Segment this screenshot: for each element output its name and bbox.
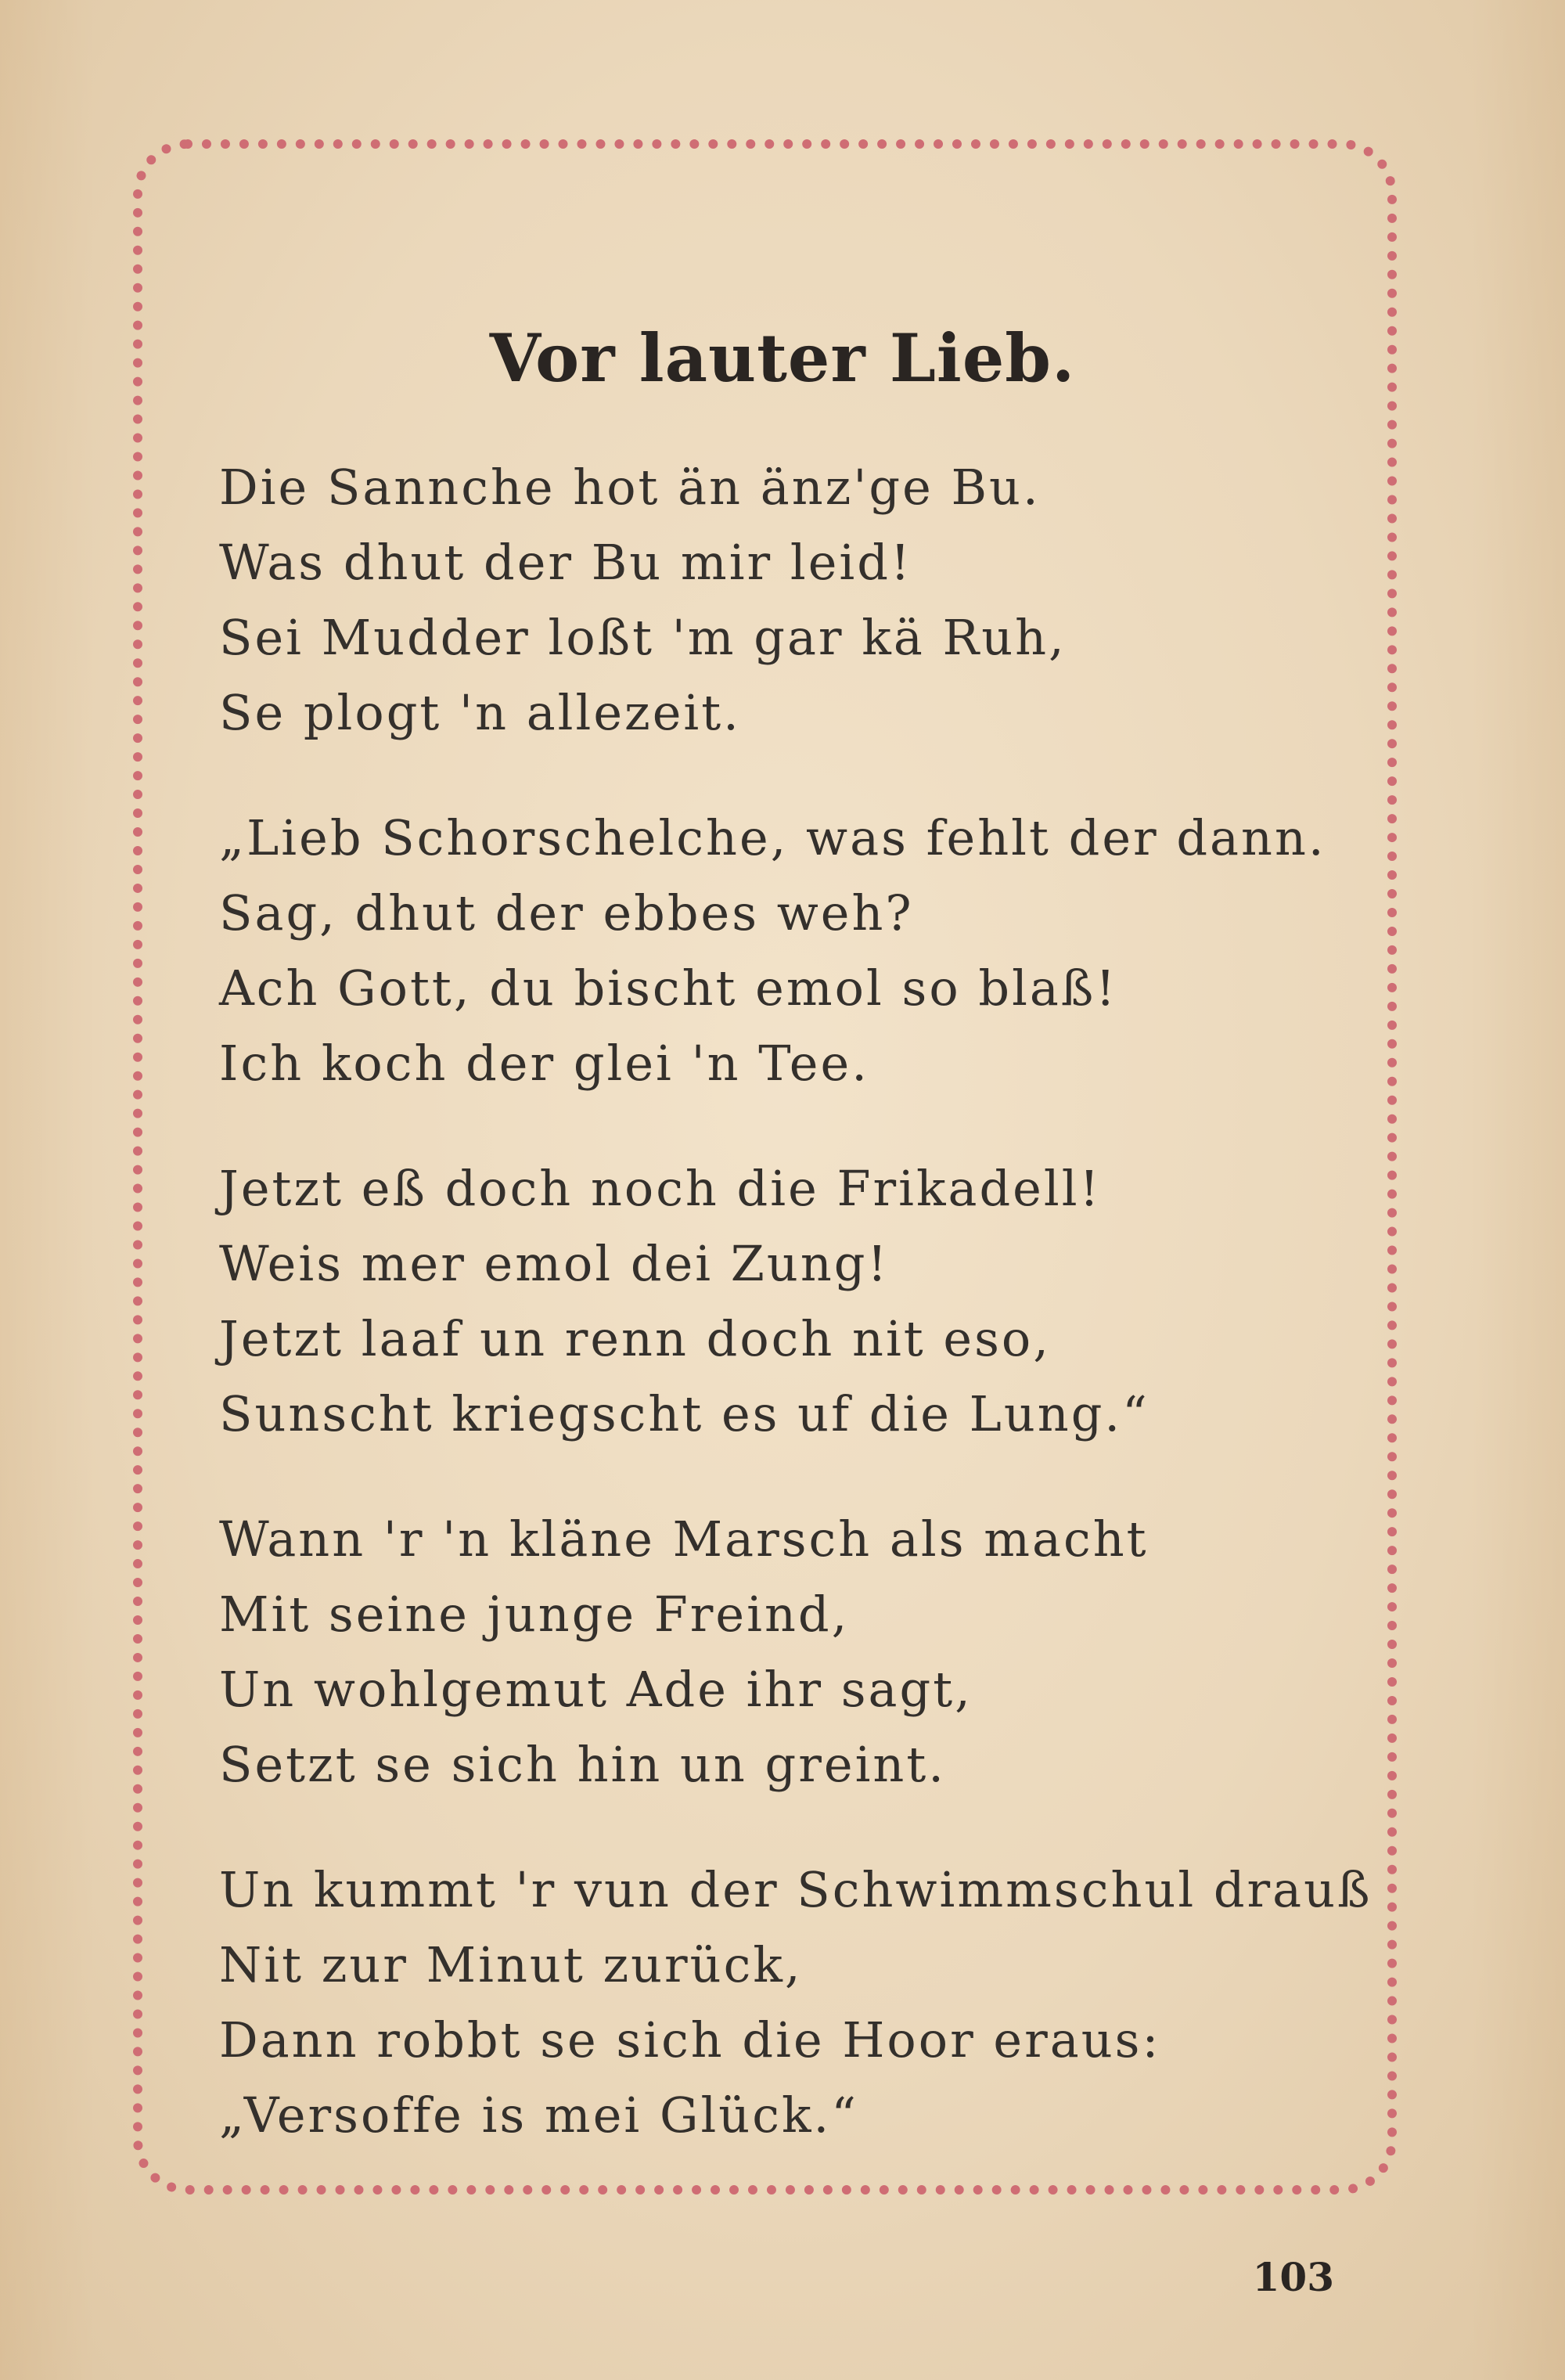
poem-line: Un kummt 'r vun der Schwimmschul drauß (219, 1861, 1373, 1918)
poem-line: Sei Mudder loßt 'm gar kä Ruh, (219, 609, 1067, 666)
poem-line: Setzt se sich hin un greint. (219, 1736, 946, 1793)
poem-line: Jetzt eß doch noch die Frikadell! (219, 1160, 1102, 1217)
stanza (219, 1853, 1377, 2153)
poem-line: Jetzt laaf un renn doch nit eso, (219, 1310, 1051, 1367)
page-number: 103 (1252, 2254, 1334, 2300)
poem-line: Ach Gott, du bischt emol so blaß! (219, 960, 1118, 1017)
poem-line: Un wohlgemut Ade ihr sagt, (219, 1661, 973, 1718)
stanza (219, 801, 1377, 1101)
poem-line: Sunscht kriegscht es uf die Lung.“ (219, 1385, 1149, 1442)
stanza (219, 450, 1377, 751)
poem-line: Ich koch der glei 'n Tee. (219, 1035, 869, 1092)
poem-line: Sag, dhut der ebbes weh? (219, 884, 914, 942)
poem-line: Wann 'r 'n kläne Marsch als macht (219, 1510, 1149, 1568)
stanza (219, 1151, 1377, 1452)
poem-line: Dann robbt se sich die Hoor eraus: (219, 2011, 1161, 2069)
poem-line: Die Sannche hot än änz'ge Bu. (219, 459, 1041, 516)
poem-line: „Lieb Schorschelche, was fehlt der dann. (219, 809, 1326, 866)
poem-line: Weis mer emol dei Zung! (219, 1235, 890, 1292)
poem-line: Was dhut der Bu mir leid! (219, 534, 912, 591)
poem-line: Nit zur Minut zurück, (219, 1936, 803, 1993)
poem-title: Vor lauter Lieb. (489, 319, 1076, 397)
poem-line: „Versoffe is mei Glück.“ (219, 2087, 858, 2144)
stanza (219, 1502, 1377, 1802)
poem-line: Se plogt 'n allezeit. (219, 684, 741, 741)
poem-body (219, 450, 1377, 2203)
poem-line: Mit seine junge Freind, (219, 1586, 850, 1643)
